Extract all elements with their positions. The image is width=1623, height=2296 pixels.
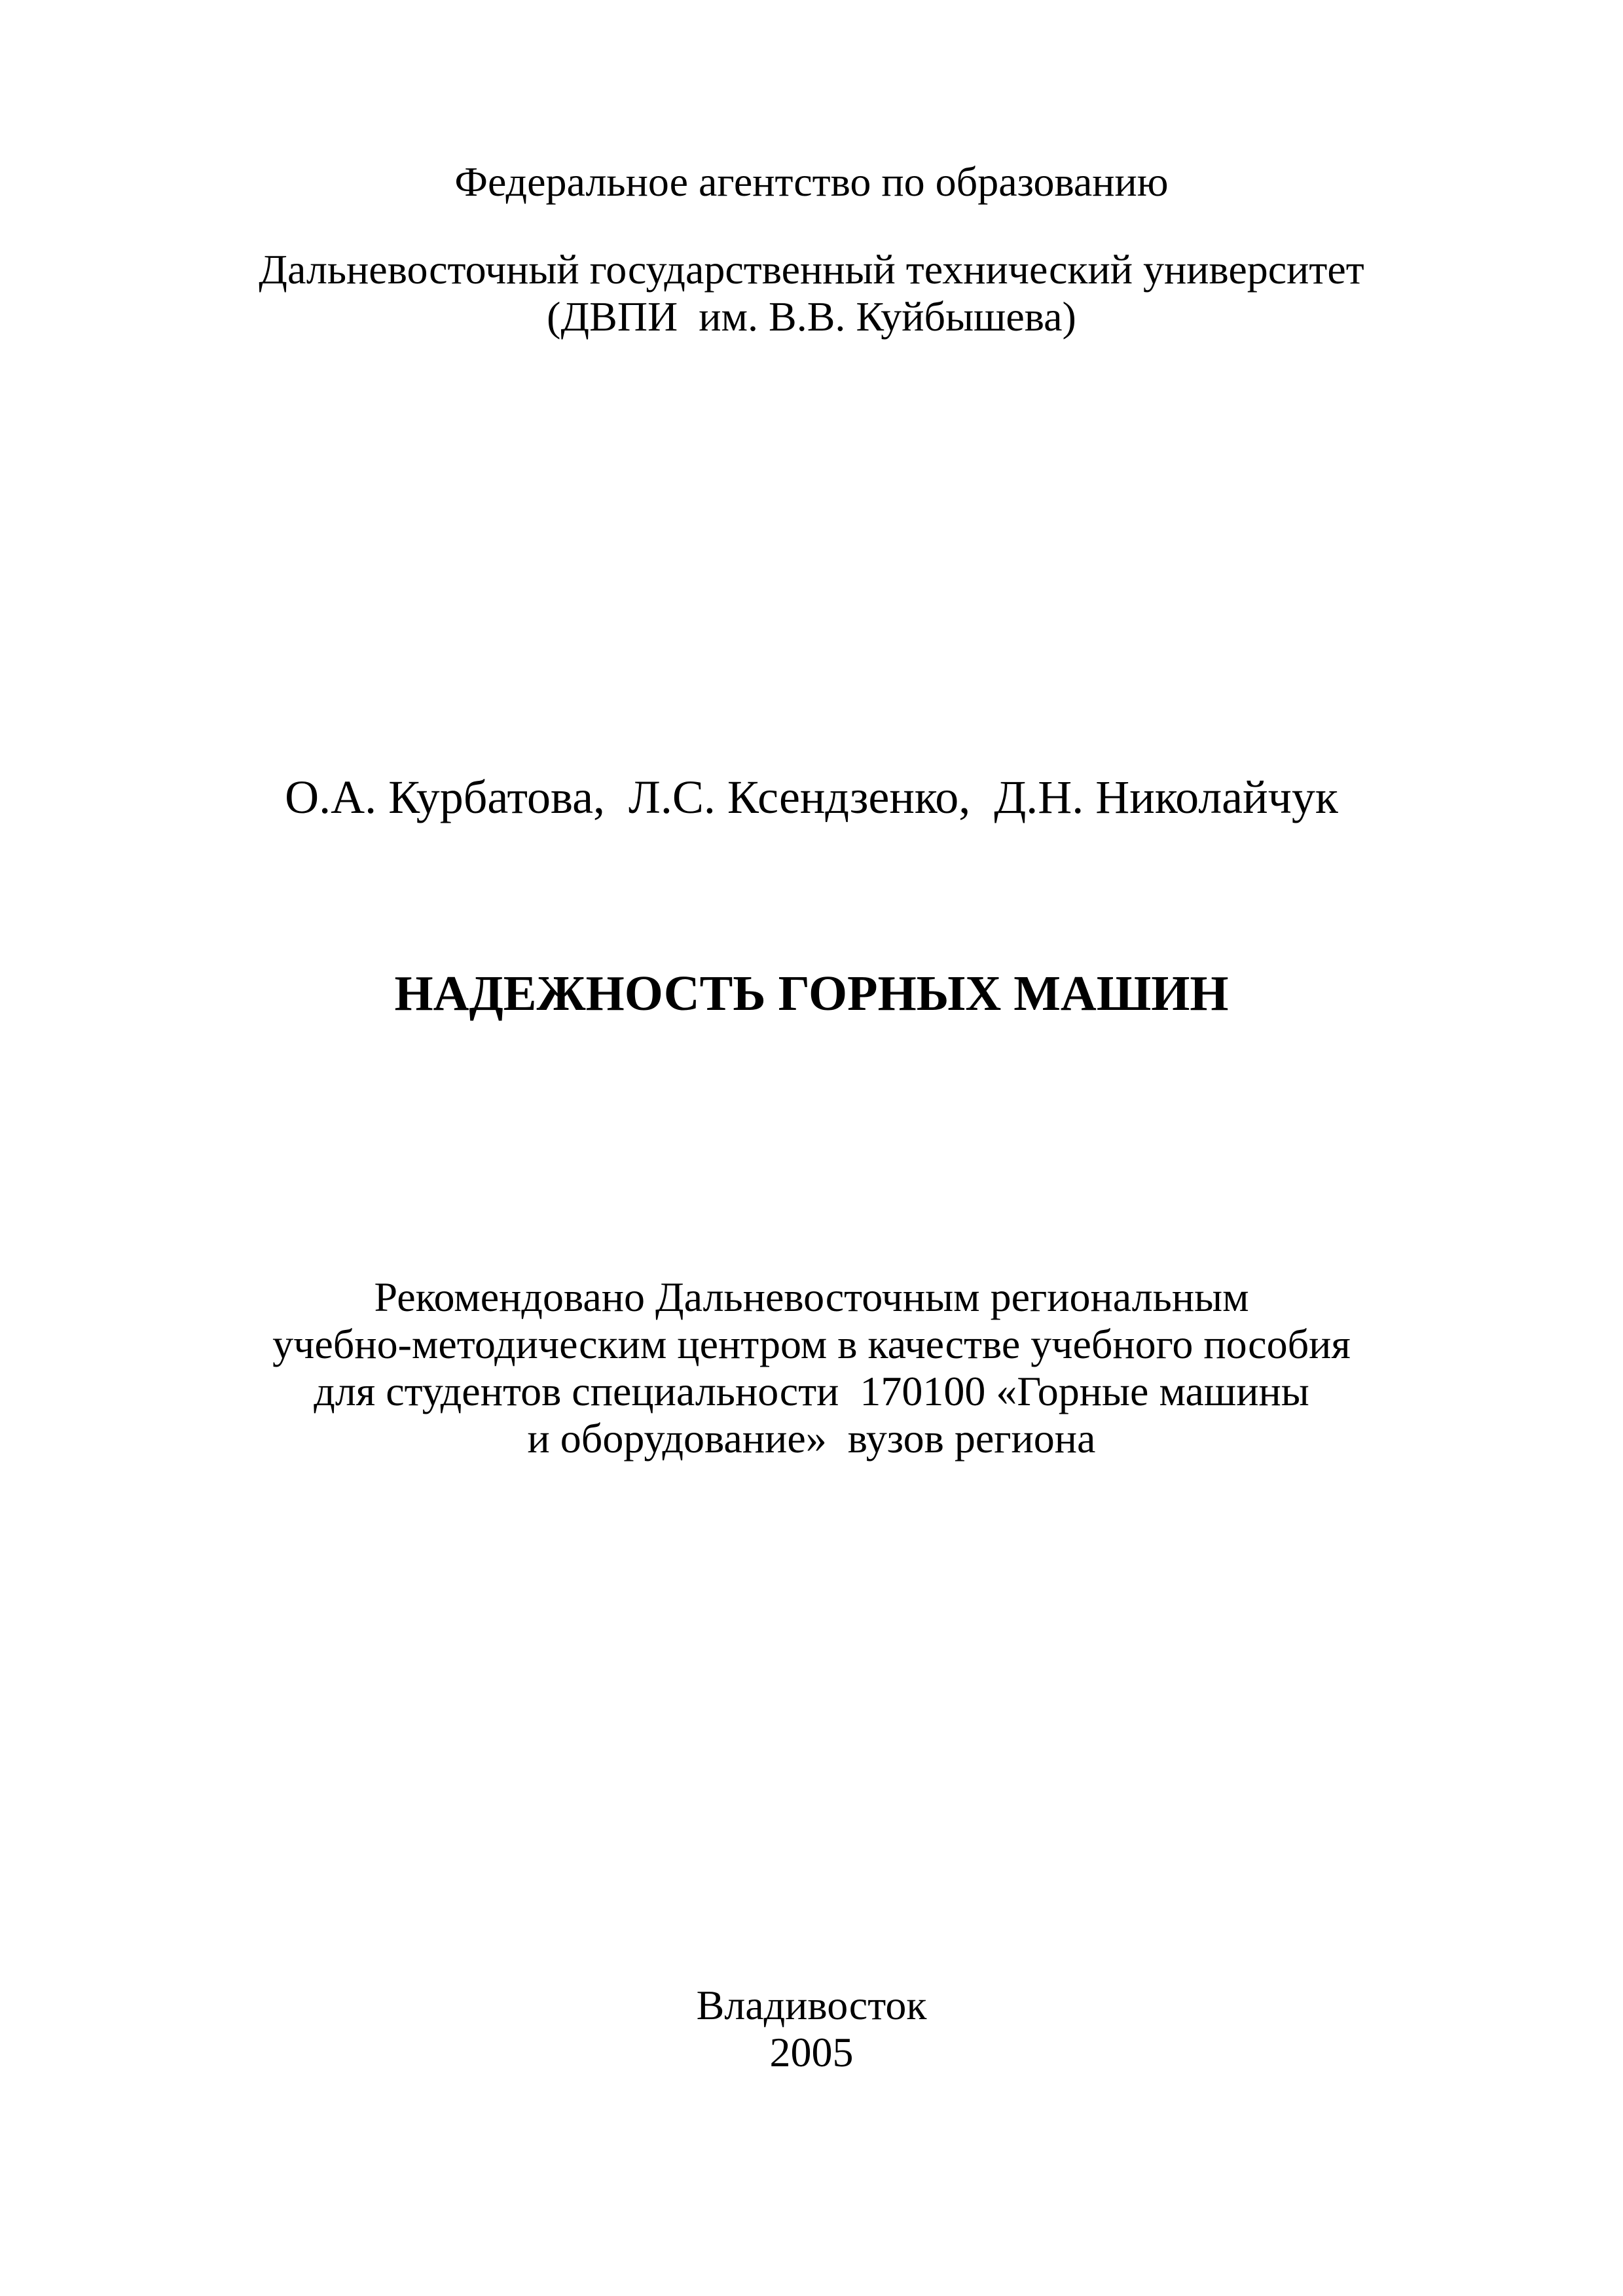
agency-name: Федеральное агентство по образованию xyxy=(454,158,1169,205)
recommendation-line: Рекомендовано Дальневосточным региональным xyxy=(374,1274,1249,1320)
book-title: НАДЕЖНОСТЬ ГОРНЫХ МАШИН xyxy=(394,966,1229,1021)
recommendation-line: и оборудование» вузов региона xyxy=(527,1415,1096,1462)
university-name: Дальневосточный государственный технический университет xyxy=(259,246,1364,293)
university-abbreviation: (ДВПИ им. В.В. Куйбышева) xyxy=(547,293,1076,340)
publication-city: Владивосток xyxy=(696,1982,927,2028)
publication-year: 2005 xyxy=(769,2029,854,2075)
recommendation-line: для студентов специальности 170100 «Горные машины xyxy=(314,1368,1309,1414)
recommendation-line: учебно-методическим центром в качестве учебного пособия xyxy=(272,1321,1351,1367)
authors: О.А. Курбатова, Л.С. Ксендзенко, Д.Н. Николайчук xyxy=(285,771,1338,823)
